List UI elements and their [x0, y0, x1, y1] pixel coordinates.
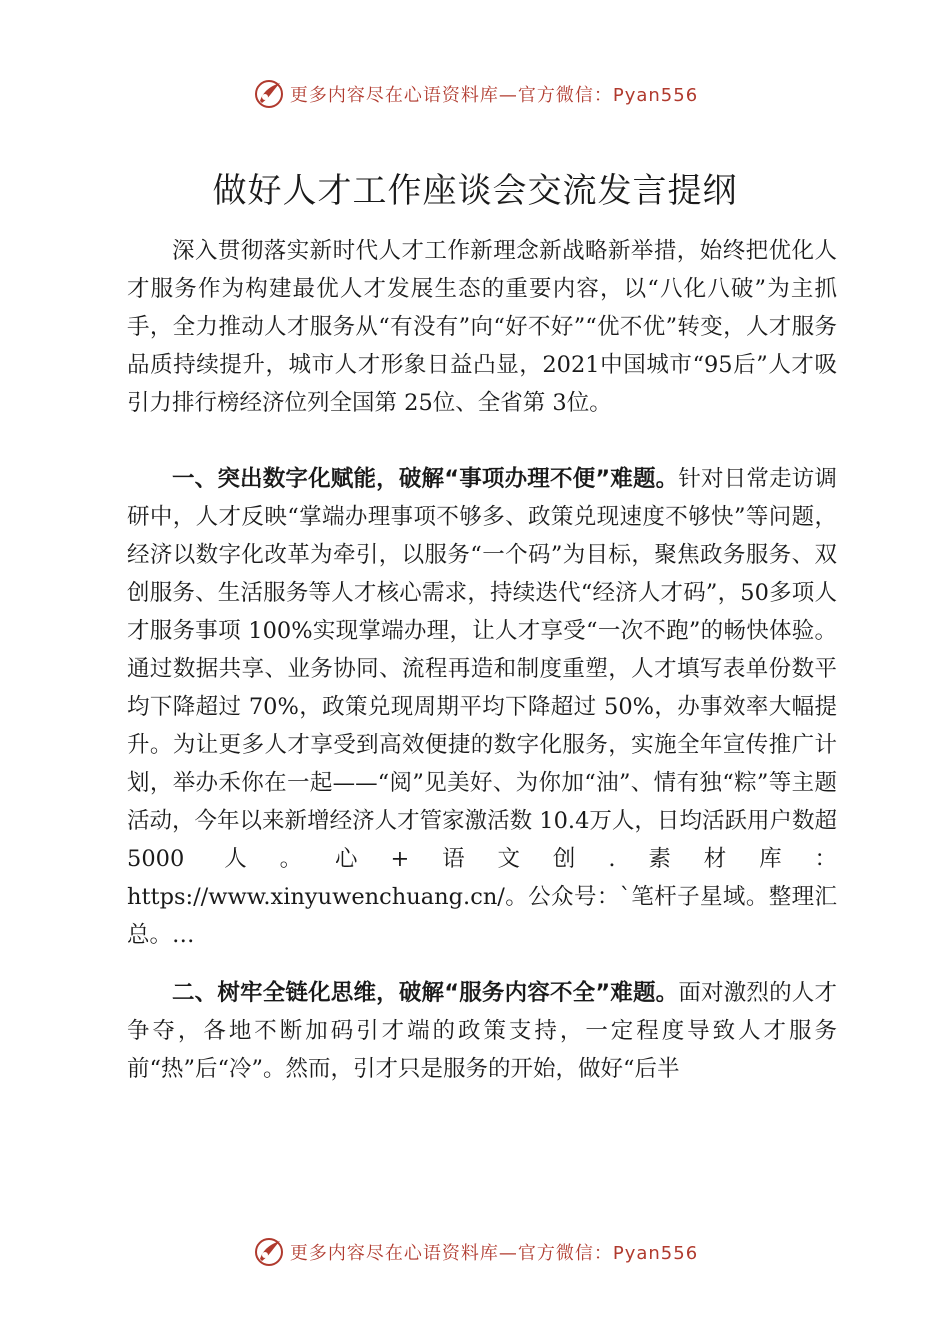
watermark-header — [0, 74, 950, 114]
paragraph-body: 深入贯彻落实新时代人才工作新理念新战略新举措，始终把优化人才服务作为构建最优人才发展生态的重要内容，以“八化八破”为主抓手，全力推动人才服务从“有没有”向“好不好”“优不优”转变，人才服务品质持续提升，城市人才形象日益凸显，2021中国城市“95后”人才吸引力排行榜经济位列全国第 25位、全省第 3位。 — [127, 238, 837, 416]
paragraph-section-2 — [127, 974, 837, 1088]
watermark-logo-icon — [252, 77, 286, 111]
section-heading: 一、突出数字化赋能，破解“事项办理不便”难题。 — [172, 466, 679, 492]
watermark-text: 更多内容尽在心语资料库—官方微信：Pyan556 — [289, 85, 699, 106]
section-heading: 二、树牢全链化思维，破解“服务内容不全”难题。 — [172, 980, 679, 1006]
document-body — [127, 232, 837, 1088]
document-title: 做好人才工作座谈会交流发言提纲 — [212, 171, 738, 211]
paragraph-body: 面对激烈的人才争夺，各地不断加码引才端的政策支持，一定程度导致人才服务前“热”后“冷”。然而，引才只是服务的开始，做好“后半 — [127, 980, 837, 1082]
watermark-footer — [0, 1232, 950, 1272]
watermark-logo-icon — [252, 1235, 286, 1269]
watermark-text: 更多内容尽在心语资料库—官方微信：Pyan556 — [289, 1243, 699, 1264]
paragraph-intro — [127, 232, 837, 422]
paragraph-body: 针对日常走访调研中，人才反映“掌端办理事项不够多、政策兑现速度不够快”等问题，经济以数字化改革为牵引，以服务“一个码”为目标，聚焦政务服务、双创服务、生活服务等人才核心需求，持续迭代“经济人才码”，50多项人才服务事项 100%实现掌端办理，让人才享受“一次不跑”的畅快体验。通过数据共享、业务协同、流程再造和制度重塑，人才填写表单份数平均下降超过 70%，政策兑现周期平均下降超过 50%，办事效率大幅提升。为让更多人才享受到高效便捷的数字化服务，实施全年宣传推广计划，举办禾你在一起——“阅”见美好、为你加“油”、情有独“粽”等主题活动，今年以来新增经济人才管家激活数 10.4万人，日均活跃用户数超 5000 人。心+语文创.素材库：https://www.xinyuwenchuang.cn/。公众号：`笔杆子星域。整理汇总。… — [127, 466, 837, 948]
paragraph-section-1 — [127, 460, 837, 954]
